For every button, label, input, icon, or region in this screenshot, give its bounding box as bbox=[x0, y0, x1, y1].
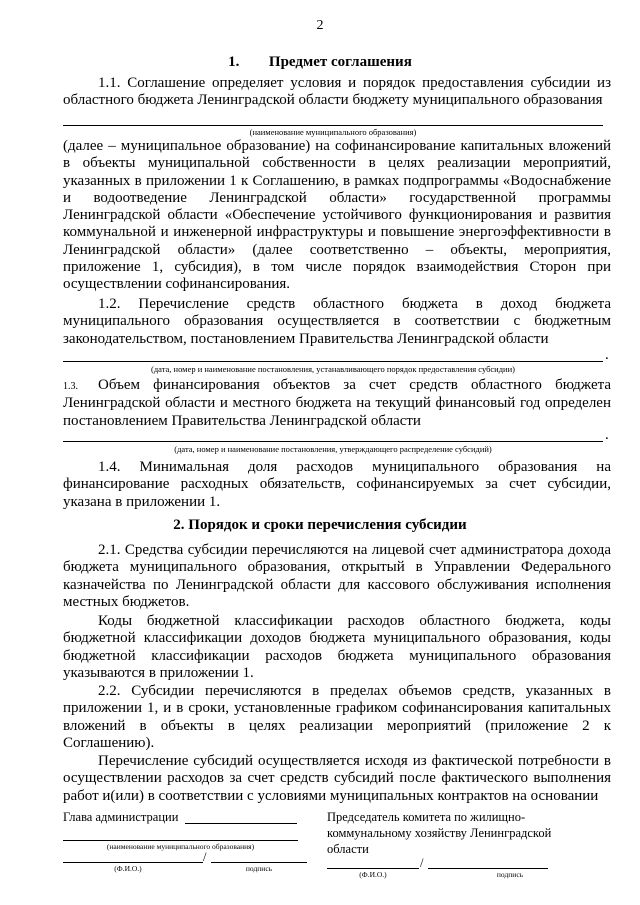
paragraph-1-3-number: 1.3. bbox=[63, 381, 78, 392]
committee-chair-label-line-2: коммунальному хозяйству Ленинградской bbox=[327, 826, 552, 840]
committee-chair-label-line-3: области bbox=[327, 842, 369, 856]
section-1-number: 1. bbox=[228, 54, 240, 70]
right-slash: / bbox=[420, 856, 424, 870]
right-signature-caption: подпись bbox=[496, 870, 524, 879]
left-title-line bbox=[185, 823, 297, 824]
paragraph-budget-codes: Коды бюджетной классификации расходов областного бюджета, коды бюджетной классификации доходов бюджета муниципального образования, коды бюджетной классификации расходов бюджета муниципального образования указываются в приложении 1. bbox=[63, 613, 611, 681]
section-1-heading bbox=[0, 54, 640, 71]
left-fio-caption: (Ф.И.О.) bbox=[114, 864, 142, 873]
right-signature-line bbox=[428, 868, 548, 869]
left-fio-line bbox=[63, 862, 203, 863]
page-number: 2 bbox=[316, 18, 324, 33]
section-2-heading: 2. Порядок и сроки перечисления субсидии bbox=[173, 517, 467, 533]
head-of-administration-label: Глава администрации bbox=[63, 810, 179, 824]
paragraph-1-1-rest: (далее – муниципальное образование) на софинансирование капитальных вложений в объекты муниципальной собственности в целях реализации мероприятий, указанных в приложении 1 к Соглашению, в рамках подпрограммы «Водоснабжение и водоотведение Ленинградской области» государственной программы Ленинградской области «Обеспечение устойчивого функционирования и развития коммунальной и инженерной инфраструктуры и повышение энергоэффективности в Ленинградской области» (далее соответственно – объекты, мероприятия, приложение 1, субсидия), в том числе порядок взаимодействия Сторон при осуществлении софинансирования. bbox=[63, 138, 611, 293]
paragraph-2-1: 2.1. Средства субсидии перечисляются на лицевой счет администратора дохода бюджета муниципального образования, открытый в Управлении Федерального казначейства по Ленинградской области для кассового обслуживания исполнения местных бюджетов. bbox=[63, 542, 611, 610]
resolution-1-3-blank-line bbox=[63, 441, 603, 442]
paragraph-1-3: 1.3. Объем финансирования объектов за счет средств областного бюджета Ленинградской области и местного бюджета на текущий финансовый год определен постановлением Правительства Ленинградской области bbox=[63, 377, 611, 429]
left-municipality-caption: (наименование муниципального образования) bbox=[106, 842, 255, 851]
committee-chair-label-line-1: Председатель комитета по жилищно- bbox=[327, 810, 526, 824]
left-municipality-line bbox=[63, 840, 298, 841]
section-1-title: Предмет соглашения bbox=[268, 54, 412, 70]
paragraph-1-1-intro: 1.1. Соглашение определяет условия и порядок предоставления субсидии из областного бюджета Ленинградской области бюджету муниципального образования bbox=[63, 75, 611, 109]
paragraph-1-2: 1.2. Перечисление средств областного бюджета в доход бюджета муниципального образования осуществляется в соответствии с бюджетным законодательством, постановлением Правительства Ленинградской области bbox=[63, 296, 611, 347]
period-1-2: . bbox=[605, 347, 609, 363]
left-signature-caption: подпись bbox=[245, 864, 273, 873]
paragraph-transfer: Перечисление субсидий осуществляется исходя из фактической потребности в осуществлении расходов за счет средств субсидий после фактического выполнения работ и(или) в соответствии с условиями муниципальных контрактов на основании bbox=[63, 753, 611, 804]
municipality-caption: (наименование муниципального образования) bbox=[249, 127, 417, 137]
resolution-1-3-caption: (дата, номер и наименование постановления, утверждающего распределение субсидий) bbox=[174, 444, 492, 454]
resolution-1-2-blank-line bbox=[63, 361, 603, 362]
resolution-1-2-caption: (дата, номер и наименование постановления, устанавливающего порядок предоставления субсидии) bbox=[151, 364, 515, 374]
paragraph-2-2: 2.2. Субсидии перечисляются в пределах объемов средств, указанных в приложении 1, и в сроки, установленные графиком софинансирования капитальных вложений в объекты в целях реализации мероприятий (приложение 2 к Соглашению). bbox=[63, 683, 611, 751]
right-fio-caption: (Ф.И.О.) bbox=[359, 870, 387, 879]
left-signature-line bbox=[211, 862, 307, 863]
left-slash: / bbox=[203, 850, 207, 864]
period-1-3: . bbox=[605, 427, 609, 443]
municipality-blank-line bbox=[63, 125, 603, 126]
paragraph-1-4: 1.4. Минимальная доля расходов муниципального образования на финансирование расходных обязательств, софинансируемых за счет субсидии, указана в приложении 1. bbox=[63, 459, 611, 510]
right-fio-line bbox=[327, 868, 419, 869]
